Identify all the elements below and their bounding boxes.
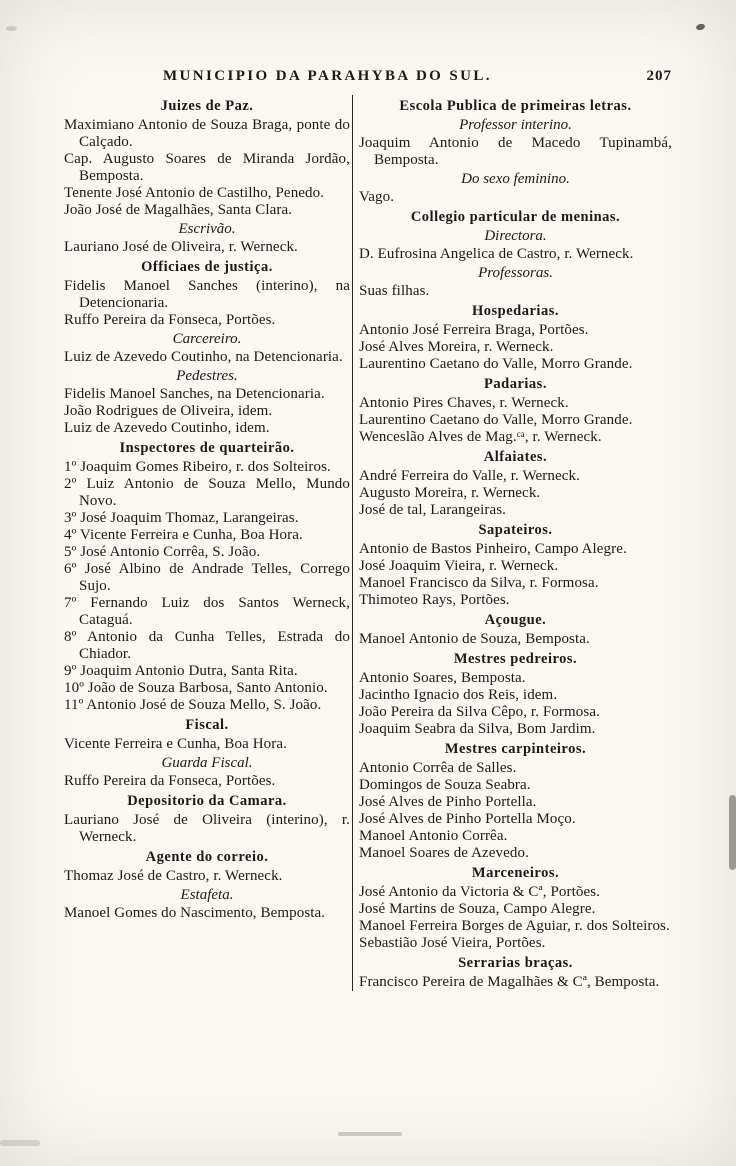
directory-entry: José Antonio da Victoria & Cª, Portões. (359, 884, 601, 900)
scan-artifact (695, 23, 705, 31)
section-heading: Hospedarias. (472, 303, 559, 319)
directory-entry: João Pereira da Silva Cêpo, r. Formosa. (359, 704, 600, 720)
directory-entry: Lauriano José de Oliveira, r. Werneck. (64, 239, 298, 255)
scan-artifact (6, 26, 17, 31)
directory-entry: Antonio de Bastos Pinheiro, Campo Alegre. (359, 541, 627, 557)
left-column (64, 95, 352, 991)
directory-entry: Manoel Gomes do Nascimento, Bemposta. (64, 905, 326, 921)
directory-entry: Luiz de Azevedo Coutinho, idem. (64, 420, 270, 436)
section-heading: Depositorio da Camara. (127, 793, 287, 809)
directory-entry: José Martins de Souza, Campo Alegre. (359, 901, 596, 917)
sub-heading: Do sexo feminino. (461, 171, 570, 187)
directory-entry: 10º João de Souza Barbosa, Santo Antonio. (64, 680, 328, 696)
directory-entry: João Rodrigues de Oliveira, idem. (64, 403, 273, 419)
directory-entry: Tenente José Antonio de Castilho, Penedo. (64, 185, 325, 201)
sub-heading: Escrivão. (178, 221, 236, 237)
directory-entry: José Joaquim Vieira, r. Werneck. (359, 558, 559, 574)
directory-entry: Antonio José Ferreira Braga, Portões. (359, 322, 589, 338)
page-number: 207 (646, 68, 672, 84)
directory-entry: Lauriano José de Oliveira (interino), r. Werneck. (64, 812, 350, 845)
directory-entry: Antonio Pires Chaves, r. Werneck. (359, 395, 569, 411)
directory-entry: Antonio Corrêa de Salles. (359, 760, 517, 776)
section-heading: Collegio particular de meninas. (410, 209, 621, 225)
directory-entry: Thimoteo Rays, Portões. (359, 592, 510, 608)
directory-entry: Cap. Augusto Soares de Miranda Jordão, Bemposta. (64, 151, 350, 184)
scan-artifact (729, 795, 736, 870)
directory-entry: Ruffo Pereira da Fonseca, Portões. (64, 773, 276, 789)
directory-entry: Augusto Moreira, r. Werneck. (359, 485, 541, 501)
directory-entry: Thomaz José de Castro, r. Werneck. (64, 868, 283, 884)
directory-entry: Sebastião José Vieira, Portões. (359, 935, 546, 951)
directory-entry: 4º Vicente Ferreira e Cunha, Boa Hora. (64, 527, 303, 543)
section-heading: Inspectores de quarteirão. (119, 440, 295, 456)
right-column (353, 95, 672, 991)
sub-heading: Professoras. (478, 265, 553, 281)
section-heading: Alfaiates. (483, 449, 548, 465)
scan-artifact (0, 1140, 40, 1146)
page-header (64, 68, 672, 90)
directory-entry: Fidelis Manoel Sanches (interino), na Detencionaria. (64, 278, 350, 311)
section-heading: Officiaes de justiça. (141, 259, 273, 275)
section-heading: Mestres pedreiros. (453, 651, 578, 667)
directory-entry: 11º Antonio José de Souza Mello, S. João. (64, 697, 322, 713)
directory-entry: Laurentino Caetano do Valle, Morro Grande. (359, 412, 633, 428)
section-heading: Escola Publica de primeiras letras. (399, 98, 632, 114)
directory-entry: Domingos de Souza Seabra. (359, 777, 531, 793)
section-heading: Fiscal. (185, 717, 229, 733)
two-column-layout (64, 95, 672, 991)
section-heading: Açougue. (484, 612, 547, 628)
sub-heading: Directora. (484, 228, 547, 244)
directory-entry: João José de Magalhães, Santa Clara. (64, 202, 293, 218)
directory-entry: Jacintho Ignacio dos Reis, idem. (359, 687, 558, 703)
directory-entry: Joaquim Seabra da Silva, Bom Jardim. (359, 721, 596, 737)
directory-entry: 3º José Joaquim Thomaz, Larangeiras. (64, 510, 299, 526)
section-heading: Sapateiros. (478, 522, 553, 538)
directory-entry: Laurentino Caetano do Valle, Morro Grande. (359, 356, 633, 372)
directory-entry: 8º Antonio da Cunha Telles, Estrada do Chiador. (64, 629, 350, 662)
scan-artifact (338, 1132, 402, 1136)
section-heading: Padarias. (484, 376, 547, 392)
section-heading: Mestres carpinteiros. (444, 741, 587, 757)
directory-entry: José Alves de Pinho Portella Moço. (359, 811, 576, 827)
directory-entry: Manoel Antonio de Souza, Bemposta. (359, 631, 590, 647)
directory-entry: 6º José Albino de Andrade Telles, Corrego Sujo. (64, 561, 350, 594)
directory-entry: Joaquim Antonio de Macedo Tupinambá, Bemposta. (359, 135, 672, 168)
directory-entry: Antonio Soares, Bemposta. (359, 670, 526, 686)
directory-entry: José de tal, Larangeiras. (359, 502, 507, 518)
directory-entry: José Alves de Pinho Portella. (359, 794, 537, 810)
directory-entry: Manoel Ferreira Borges de Aguiar, r. dos Solteiros. (359, 918, 670, 934)
directory-entry: Manoel Francisco da Silva, r. Formosa. (359, 575, 599, 591)
directory-entry: 2º Luiz Antonio de Souza Mello, Mundo Novo. (64, 476, 350, 509)
directory-entry: Wenceslão Alves de Mag.ᶜᵃ, r. Werneck. (359, 429, 602, 445)
sub-heading: Carcereiro. (172, 331, 242, 347)
directory-entry: José Alves Moreira, r. Werneck. (359, 339, 554, 355)
directory-entry: 7º Fernando Luiz dos Santos Werneck, Cataguá. (64, 595, 350, 628)
directory-entry: Vago. (359, 189, 395, 205)
sub-heading: Pedestres. (176, 368, 238, 384)
directory-entry: Francisco Pereira de Magalhães & Cª, Bemposta. (359, 974, 660, 990)
directory-entry: 9º Joaquim Antonio Dutra, Santa Rita. (64, 663, 298, 679)
sub-heading: Estafeta. (180, 887, 234, 903)
directory-entry: 5º José Antonio Corrêa, S. João. (64, 544, 261, 560)
section-heading: Agente do correio. (145, 849, 269, 865)
directory-entry: Manoel Soares de Azevedo. (359, 845, 529, 861)
directory-entry: Ruffo Pereira da Fonseca, Portões. (64, 312, 276, 328)
page-title: MUNICIPIO DA PARAHYBA DO SUL. (163, 68, 492, 84)
directory-entry: Fidelis Manoel Sanches, na Detencionaria. (64, 386, 325, 402)
directory-entry: André Ferreira do Valle, r. Werneck. (359, 468, 580, 484)
section-heading: Juizes de Paz. (160, 98, 254, 114)
directory-entry: 1º Joaquim Gomes Ribeiro, r. dos Solteiros. (64, 459, 331, 475)
directory-entry: Luiz de Azevedo Coutinho, na Detencionaria. (64, 349, 343, 365)
section-heading: Serrarias braças. (458, 955, 573, 971)
directory-entry: Manoel Antonio Corrêa. (359, 828, 508, 844)
section-heading: Marceneiros. (471, 865, 560, 881)
directory-entry: Vicente Ferreira e Cunha, Boa Hora. (64, 736, 287, 752)
directory-entry: Suas filhas. (359, 283, 430, 299)
sub-heading: Guarda Fiscal. (161, 755, 253, 771)
directory-entry: Maximiano Antonio de Souza Braga, ponte do Calçado. (64, 117, 350, 150)
directory-entry: D. Eufrosina Angelica de Castro, r. Werneck. (359, 246, 634, 262)
sub-heading: Professor interino. (459, 117, 572, 133)
